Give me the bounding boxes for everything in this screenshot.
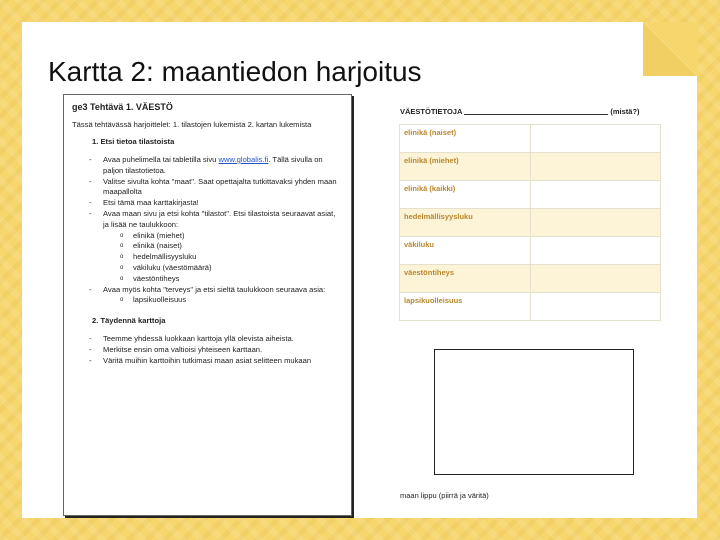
section-1-list: [72, 155, 343, 306]
stats-sublist: [103, 231, 343, 285]
worksheet-intro: Tässä tehtävässä harjoittelet: 1. tilastojen lukemista 2. kartan lukemista: [72, 120, 312, 129]
row-label: lapsikuolleisuus: [400, 293, 531, 321]
row-label: elinikä (kaikki): [400, 181, 531, 209]
value-cell[interactable]: [531, 181, 661, 209]
list-item: - Valitse sivulta kohta "maat". Saat opettajalta tutkittavaksi yhden maan maapallolta: [72, 177, 343, 199]
table-row: [400, 237, 661, 265]
value-cell[interactable]: [531, 209, 661, 237]
globalis-link[interactable]: www.globalis.fi: [218, 155, 269, 164]
list-item-text: . Tällä sivulla on paljon tilastotietoa.: [103, 155, 323, 175]
list-item: - Teemme yhdessä luokkaan karttoja yllä olevista aiheista.: [72, 334, 343, 345]
health-sublist: [103, 295, 343, 306]
slide-title: Kartta 2: maantiedon harjoitus: [48, 56, 422, 87]
worksheet-document: [63, 94, 352, 516]
sub-item: o lapsikuolleisuus: [120, 295, 343, 306]
value-cell[interactable]: [531, 125, 661, 153]
list-item: - Väritä muihin karttoihin tutkimasi maan asiat selitteen mukaan: [72, 356, 343, 367]
section-1-title: 1. Etsi tietoa tilastoista: [92, 137, 175, 146]
table-row: [400, 181, 661, 209]
table-row: [400, 125, 661, 153]
flag-drawing-box[interactable]: [434, 349, 634, 475]
stats-table-title: [400, 107, 640, 116]
flag-caption: maan lippu (piirrä ja väritä): [400, 491, 489, 500]
stats-table: [399, 124, 661, 321]
worksheet-heading: ge3 Tehtävä 1. VÄESTÖ: [72, 102, 173, 112]
row-label: hedelmällisyysluku: [400, 209, 531, 237]
list-item: - Merkitse ensin oma valtioisi yhteiseen karttaan.: [72, 345, 343, 356]
value-cell[interactable]: [531, 265, 661, 293]
table-row: [400, 153, 661, 181]
section-2-list: [72, 334, 343, 366]
table-row: [400, 293, 661, 321]
sub-item: o elinikä (miehet): [120, 231, 343, 242]
page-fold: [643, 22, 697, 76]
value-cell[interactable]: [531, 237, 661, 265]
value-cell[interactable]: [531, 293, 661, 321]
list-item: [72, 155, 343, 177]
table-title-source: (mistä?): [610, 107, 640, 116]
value-cell[interactable]: [531, 153, 661, 181]
list-item: - Etsi tämä maa karttakirjasta!: [72, 198, 343, 209]
country-blank-line[interactable]: [464, 114, 608, 115]
sub-item: o elinikä (naiset): [120, 241, 343, 252]
table-row: [400, 209, 661, 237]
row-label: väestöntiheys: [400, 265, 531, 293]
list-item-text: Avaa myös kohta "terveys" ja etsi sieltä taulukkoon seuraava asia:: [103, 284, 326, 294]
list-item: [72, 209, 343, 285]
list-item-text: Avaa maan sivu ja etsi kohta "tilastot". Etsi tilastoista seuraavat asiat, ja lisää ne taulukkoon:: [103, 208, 336, 229]
sub-item: o väestöntiheys: [120, 274, 343, 285]
list-item: [72, 285, 343, 307]
table-title-text: VÄESTÖTIETOJA: [400, 107, 463, 116]
list-item-text: Avaa puhelimella tai tabletilla sivu: [103, 155, 219, 164]
row-label: elinikä (miehet): [400, 153, 531, 181]
sub-item: o hedelmällisyysluku: [120, 252, 343, 263]
row-label: elinikä (naiset): [400, 125, 531, 153]
table-row: [400, 265, 661, 293]
sub-item: o väkiluku (väestömäärä): [120, 263, 343, 274]
section-2-title: 2. Täydennä karttoja: [92, 316, 166, 326]
row-label: väkiluku: [400, 237, 531, 265]
